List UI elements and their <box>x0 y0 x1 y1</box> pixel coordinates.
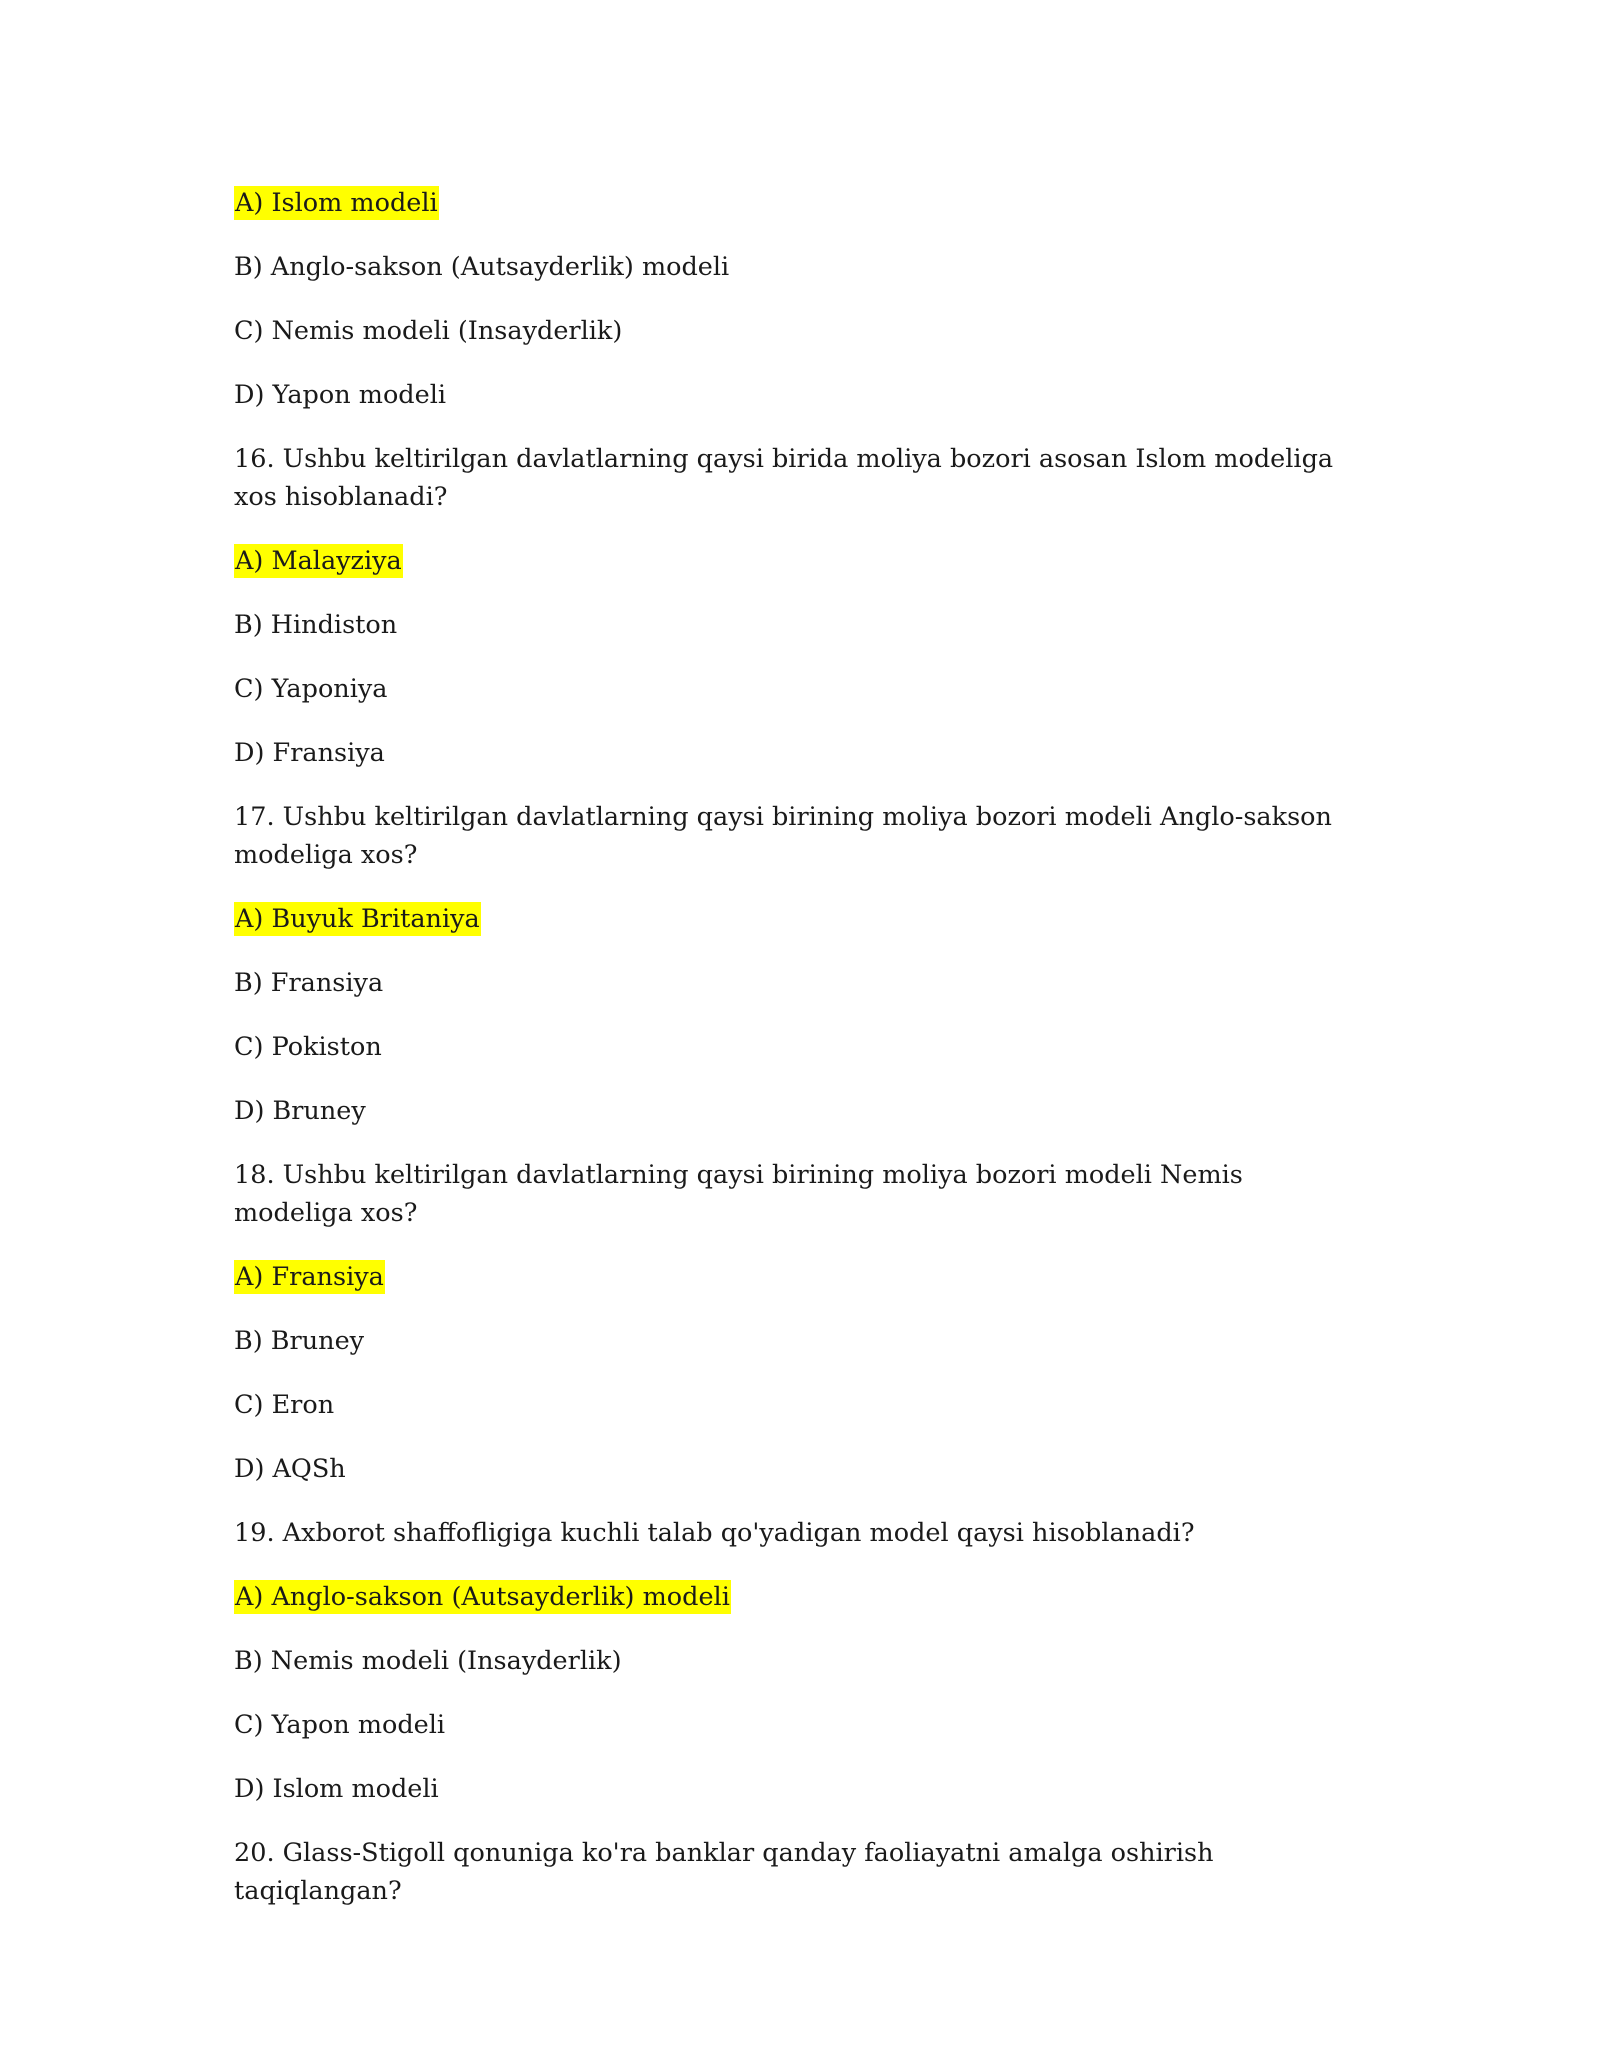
correct-answer-highlight: A) Anglo-sakson (Autsayderlik) modeli <box>235 1582 730 1612</box>
q15-option-d: D) Yapon modeli <box>234 380 447 410</box>
q19-question: 19. Axborot shaffofligiga kuchli talab qo'yadigan model qaysi hisoblanadi? <box>234 1518 1195 1548</box>
document-page <box>234 184 1354 1936</box>
q20-question: 20. Glass-Stigoll qonuniga ko'ra banklar qanday faoliayatni amalga oshirish taqiqlangan? <box>234 1838 1214 1906</box>
q18-option-b: B) Bruney <box>234 1326 365 1356</box>
q16-question: 16. Ushbu keltirilgan davlatlarning qaysi birida moliya bozori asosan Islom modeliga xos hisoblanadi? <box>234 444 1334 512</box>
q15-option-b: B) Anglo-sakson (Autsayderlik) modeli <box>234 252 730 282</box>
q17-option-a <box>234 900 1354 938</box>
q19-option-b: B) Nemis modeli (Insayderlik) <box>234 1646 622 1676</box>
q16-option-d: D) Fransiya <box>234 738 385 768</box>
q15-option-a <box>234 184 1354 222</box>
q18-question: 18. Ushbu keltirilgan davlatlarning qaysi birining moliya bozori modeli Nemis modeliga xos? <box>234 1160 1243 1228</box>
q17-option-c: C) Pokiston <box>234 1032 382 1062</box>
q19-option-c: C) Yapon modeli <box>234 1710 446 1740</box>
q17-option-d: D) Bruney <box>234 1096 366 1126</box>
q19-option-a <box>234 1578 1354 1616</box>
q19-option-d: D) Islom modeli <box>234 1774 439 1804</box>
q15-option-c: C) Nemis modeli (Insayderlik) <box>234 316 623 346</box>
q18-option-a <box>234 1258 1354 1296</box>
correct-answer-highlight: A) Buyuk Britaniya <box>235 904 480 934</box>
q18-option-c: C) Eron <box>234 1390 335 1420</box>
q16-option-c: C) Yaponiya <box>234 674 388 704</box>
q17-question: 17. Ushbu keltirilgan davlatlarning qaysi birining moliya bozori modeli Anglo-sakson modeliga xos? <box>234 802 1332 870</box>
q16-option-a <box>234 542 1354 580</box>
correct-answer-highlight: A) Islom modeli <box>235 188 438 218</box>
q17-option-b: B) Fransiya <box>234 968 384 998</box>
correct-answer-highlight: A) Fransiya <box>235 1262 384 1292</box>
q18-option-d: D) AQSh <box>234 1454 346 1484</box>
q16-option-b: B) Hindiston <box>234 610 398 640</box>
correct-answer-highlight: A) Malayziya <box>235 546 402 576</box>
